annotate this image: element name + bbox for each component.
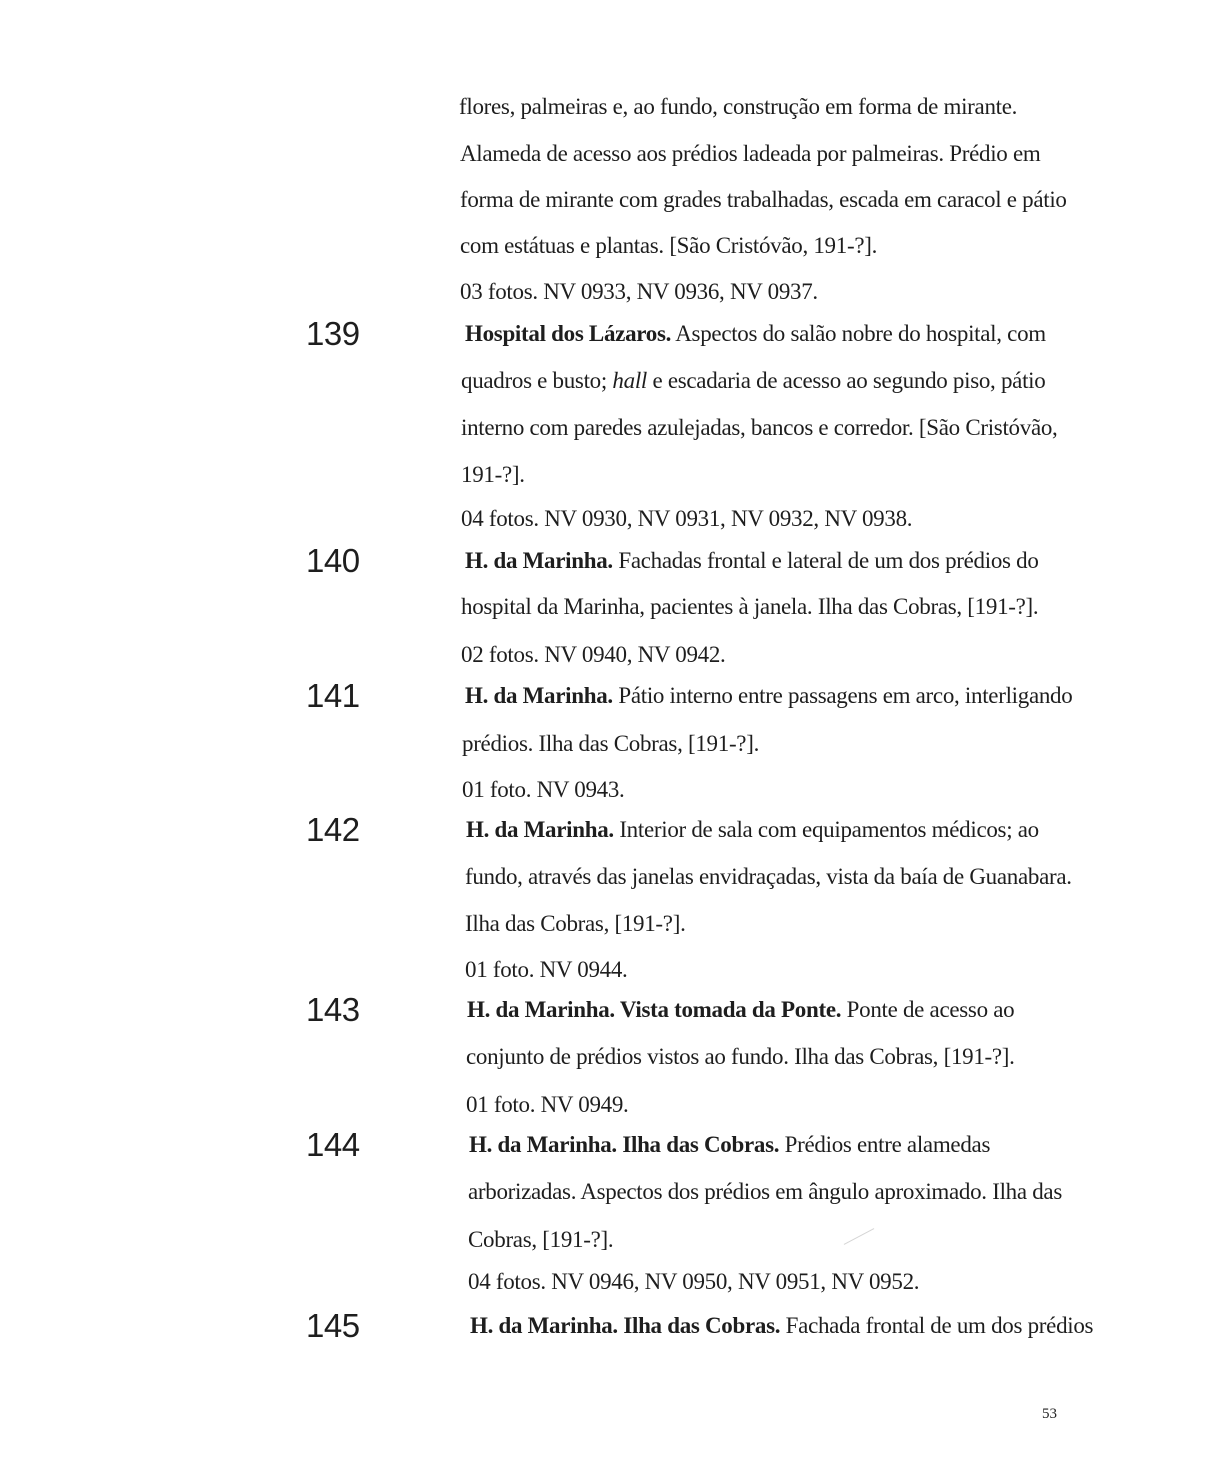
text-line: interno com paredes azulejadas, bancos e corredor. [São Cristóvão, (461, 415, 1058, 440)
entry-number: 139 (306, 315, 360, 352)
entry-title: Hospital dos Lázaros. (465, 321, 672, 346)
text-line: forma de mirante com grades trabalhadas, escada em caracol e pátio (460, 187, 1067, 212)
text-line: hospital da Marinha, pacientes à janela. Ilha das Cobras, [191-?]. (461, 594, 1039, 619)
text-line: arborizadas. Aspectos dos prédios em ângulo aproximado. Ilha das (468, 1179, 1062, 1204)
scan-mark (844, 1228, 874, 1245)
photo-reference: 02 fotos. NV 0940, NV 0942. (461, 642, 726, 667)
photo-reference: 04 fotos. NV 0946, NV 0950, NV 0951, NV 0952. (468, 1269, 920, 1294)
entry-number: 145 (306, 1307, 360, 1344)
photo-reference: 01 foto. NV 0943. (462, 777, 625, 802)
entry-title: H. da Marinha. Vista tomada da Ponte. (467, 997, 842, 1022)
photo-reference: 01 foto. NV 0944. (465, 957, 628, 982)
text-line: 191-?]. (461, 462, 525, 487)
page-number: 53 (1042, 1406, 1057, 1422)
text-line: flores, palmeiras e, ao fundo, construção em forma de mirante. (459, 94, 1018, 119)
photo-reference: 01 foto. NV 0949. (466, 1092, 629, 1117)
entry-number: 140 (306, 542, 360, 579)
entry-heading-line: H. da Marinha. Pátio interno entre passagens em arco, interligando (465, 683, 1073, 708)
text-line: com estátuas e plantas. [São Cristóvão, 191-?]. (460, 233, 878, 258)
entry-heading-line: H. da Marinha. Vista tomada da Ponte. Ponte de acesso ao (467, 997, 1015, 1022)
entry-number: 144 (306, 1126, 360, 1163)
text-line: Alameda de acesso aos prédios ladeada por palmeiras. Prédio em (460, 141, 1041, 166)
entry-heading-line: H. da Marinha. Ilha das Cobras. Prédios entre alamedas (469, 1132, 991, 1157)
text-line: Cobras, [191-?]. (468, 1227, 614, 1252)
entry-number: 141 (306, 677, 360, 714)
text-line: Ilha das Cobras, [191-?]. (465, 911, 686, 936)
entry-heading-line: H. da Marinha. Interior de sala com equipamentos médicos; ao (466, 817, 1039, 842)
entry-heading-line: H. da Marinha. Fachadas frontal e lateral de um dos prédios do (465, 548, 1039, 573)
entry-heading-line: Hospital dos Lázaros. Aspectos do salão nobre do hospital, com (465, 321, 1046, 346)
text-line: fundo, através das janelas envidraçadas, vista da baía de Guanabara. (465, 864, 1072, 889)
text-line: prédios. Ilha das Cobras, [191-?]. (462, 731, 760, 756)
text-line: quadros e busto; hall e escadaria de acesso ao segundo piso, pátio (461, 368, 1046, 393)
entry-title: H. da Marinha. Ilha das Cobras. (470, 1313, 781, 1338)
text-line: conjunto de prédios vistos ao fundo. Ilha das Cobras, [191-?]. (466, 1044, 1015, 1069)
entry-number: 142 (306, 811, 360, 848)
entry-title: H. da Marinha. (465, 683, 613, 708)
entry-title: H. da Marinha. (466, 817, 614, 842)
entry-title: H. da Marinha. (465, 548, 613, 573)
entry-title: H. da Marinha. Ilha das Cobras. (469, 1132, 780, 1157)
entry-heading-line: H. da Marinha. Ilha das Cobras. Fachada frontal de um dos prédios (470, 1313, 1094, 1338)
photo-reference: 03 fotos. NV 0933, NV 0936, NV 0937. (460, 279, 818, 304)
photo-reference: 04 fotos. NV 0930, NV 0931, NV 0932, NV 0938. (461, 506, 913, 531)
entry-number: 143 (306, 991, 360, 1028)
